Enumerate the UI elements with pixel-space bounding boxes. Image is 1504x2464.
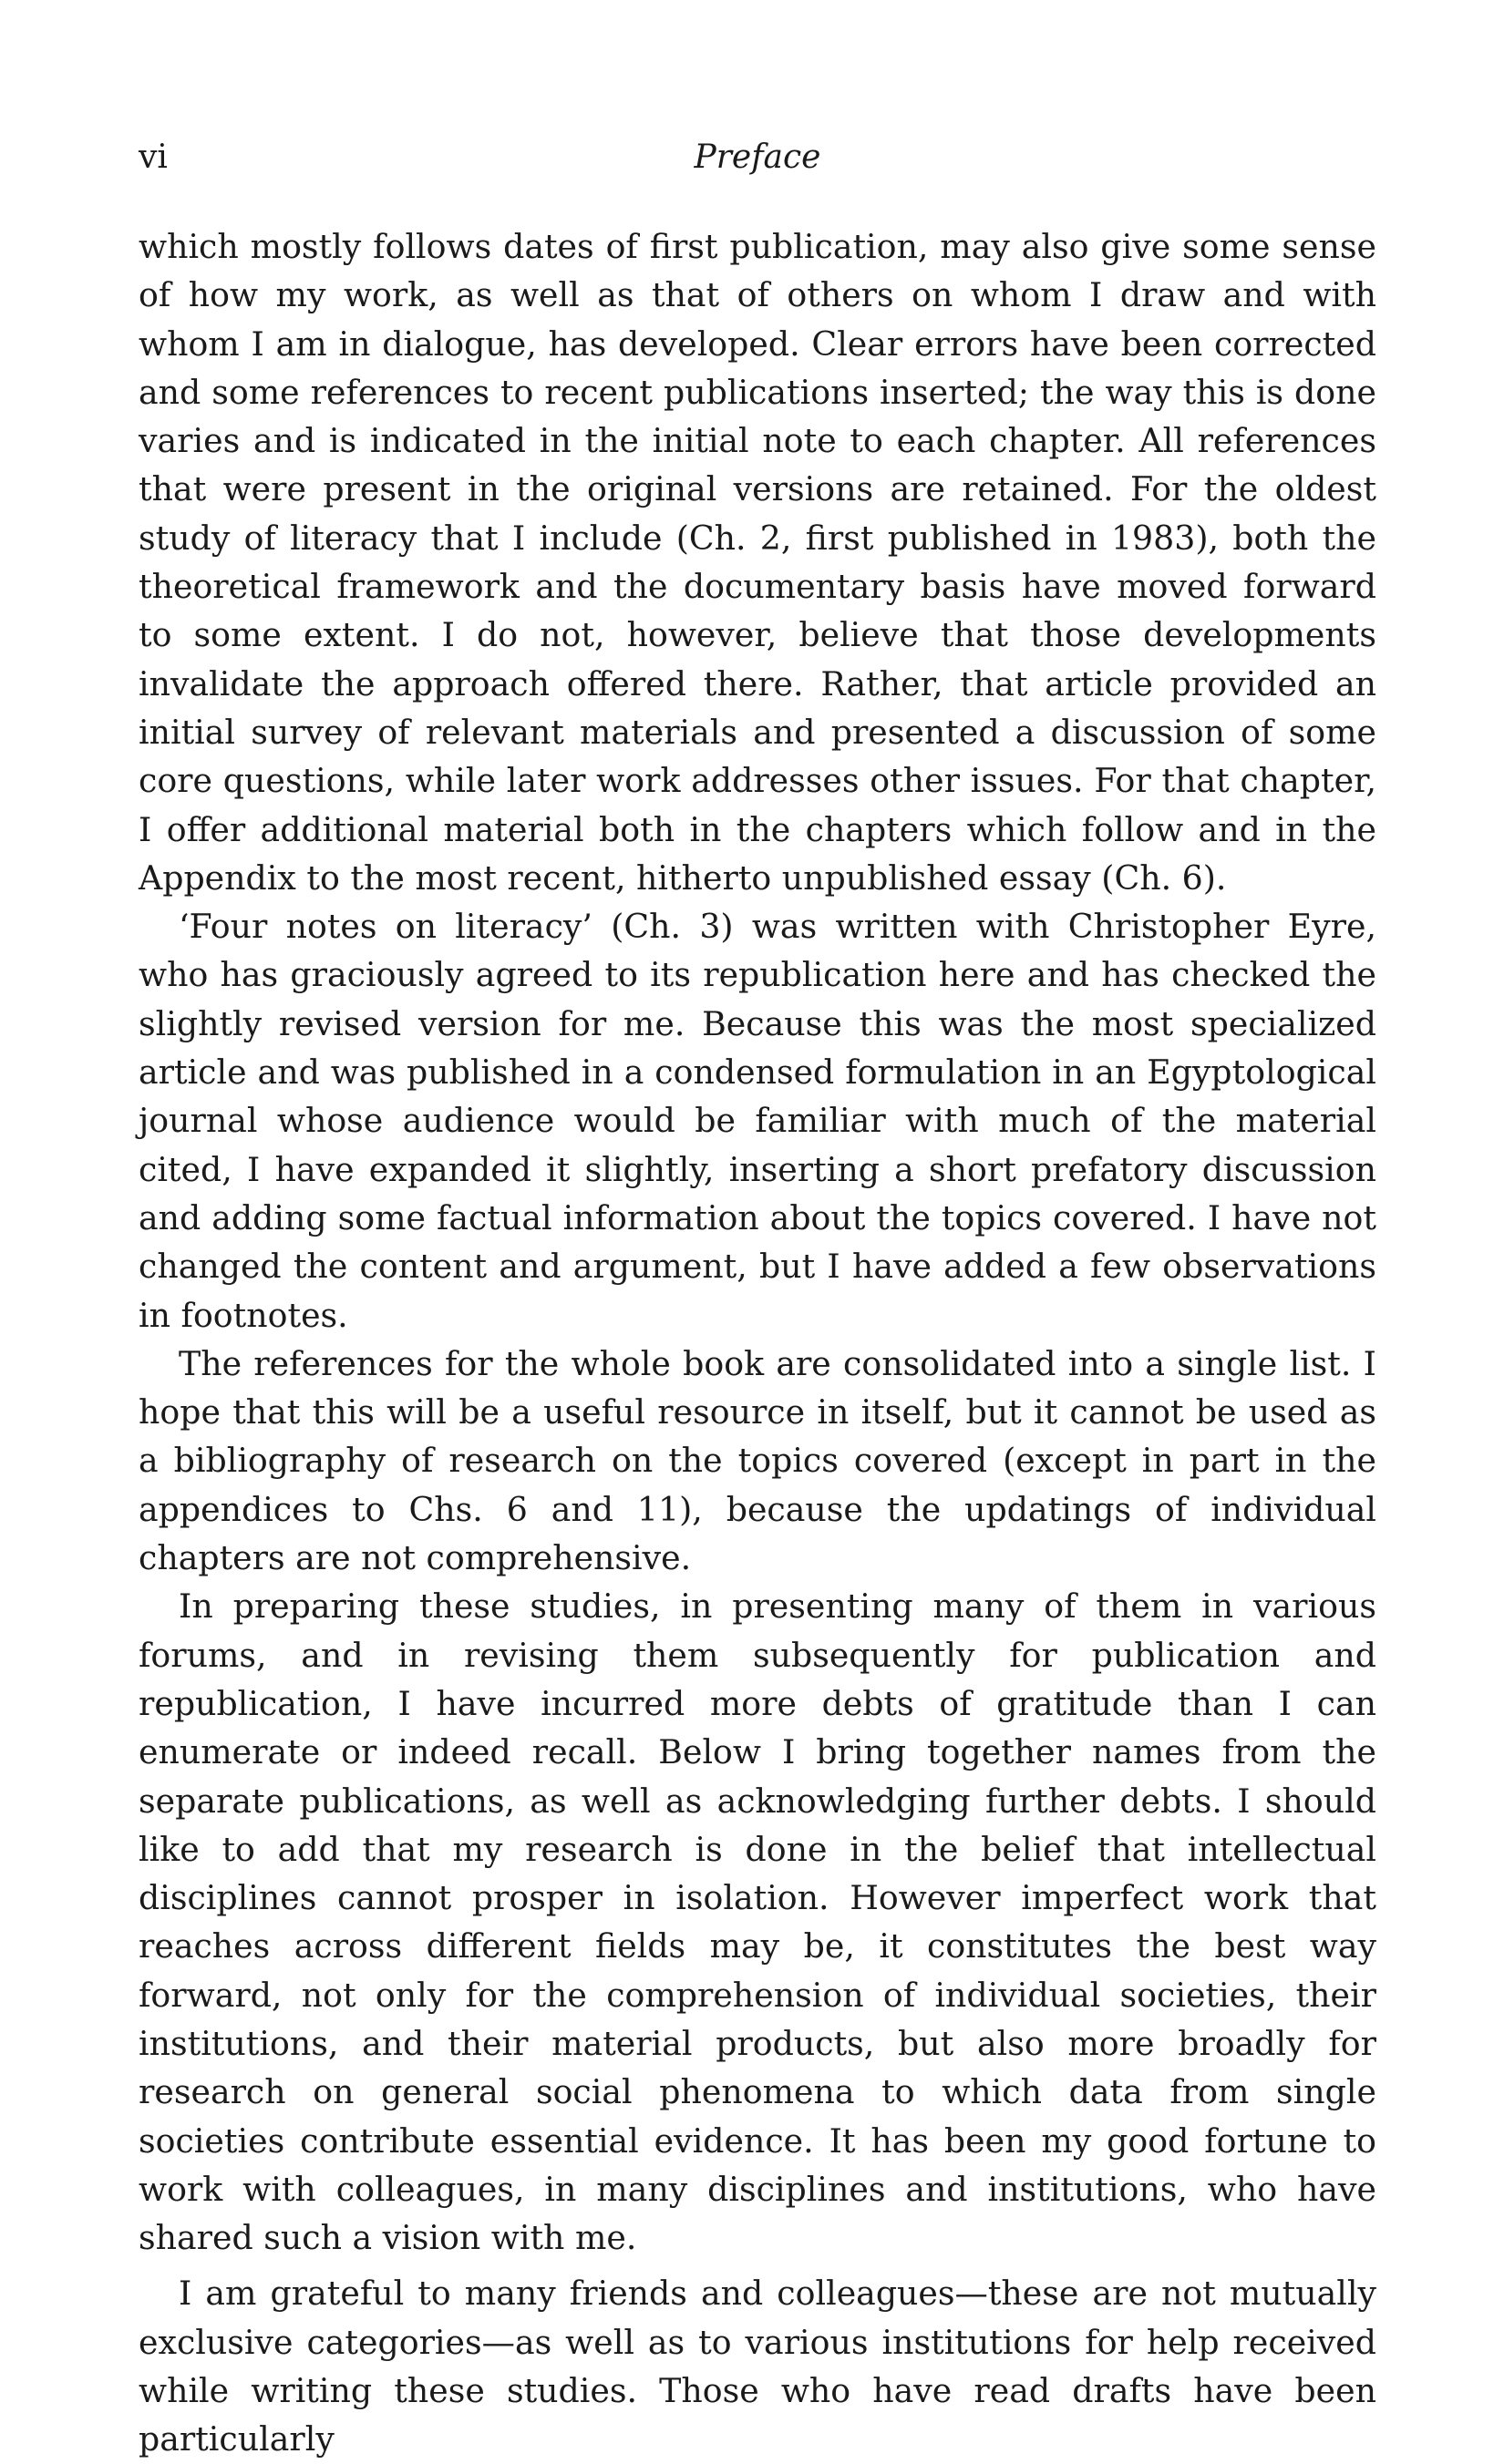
page-number: vi	[139, 139, 168, 176]
paragraph-continuation: which mostly follows dates of first publication, may also give some sense of how my work, as well as that of others on whom I draw and with whom I am in dialogue, has developed. Clear errors have been corrected and some references to recent publications inserted; the way this is done varies and is indicated in the initial note to each chapter. All references that were present in the original versions are retained. For the oldest study of literacy that I include (Ch. 2, first published in 1983), both the theoretical framework and the documentary basis have moved forward to some extent. I do not, however, believe that those developments invalidate the approach offered there. Rather, that article provided an initial survey of relevant materials and presented a discussion of some core questions, while later work addresses other issues. For that chapter, I offer additional material both in the chapters which follow and in the Appendix to the most recent, hitherto unpublished essay (Ch. 6).	[139, 227, 1376, 898]
running-head	[139, 135, 1376, 180]
paragraph-debts: In preparing these studies, in presenting many of them in various forums, and in revising them subsequently for publication and republication, I have incurred more debts of gratitude than I can enumerate or indeed recall. Below I bring together names from the separate publications, as well as acknowledging further debts. I should like to add that my research is done in the belief that intellectual disciplines cannot prosper in isolation. However imperfect work that reaches across different fields may be, it constitutes the best way forward, not only for the comprehension of individual societies, their institutions, and their material products, but also more broadly for research on general social phenomena to which data from single societies contribute essential evidence. It has been my good fortune to work with colleagues, in many disciplines and institutions, who have shared such a vision with me.	[139, 1586, 1376, 2258]
paragraph-references: The references for the whole book are consolidated into a single list. I hope that this will be a useful resource in itself, but it cannot be used as a bibliography of research on the topics covered (except in part in the appendices to Chs. 6 and 11), because the updatings of individual chapters are not comprehensive.	[139, 1343, 1376, 1578]
running-title: Preface	[694, 139, 821, 176]
paragraph-four-notes: ‘Four notes on literacy’ (Ch. 3) was written with Christopher Eyre, who has graciously agreed to its republication here and has checked the slightly revised version for me. Because this was the most specialized article and was published in a condensed formulation in an Egyptological journal whose audience would be familiar with much of the material cited, I have expanded it slightly, inserting a short prefatory discussion and adding some factual information about the topics covered. I have not changed the content and argument, but I have added a few observations in footnotes.	[139, 907, 1376, 1335]
paragraph-gratitude: I am grateful to many friends and colleagues—these are not mutually exclusive categories—as well as to various institutions for help received while writing these studies. Those who have read drafts have been particularly	[139, 2274, 1376, 2459]
body-text	[139, 222, 1376, 2464]
